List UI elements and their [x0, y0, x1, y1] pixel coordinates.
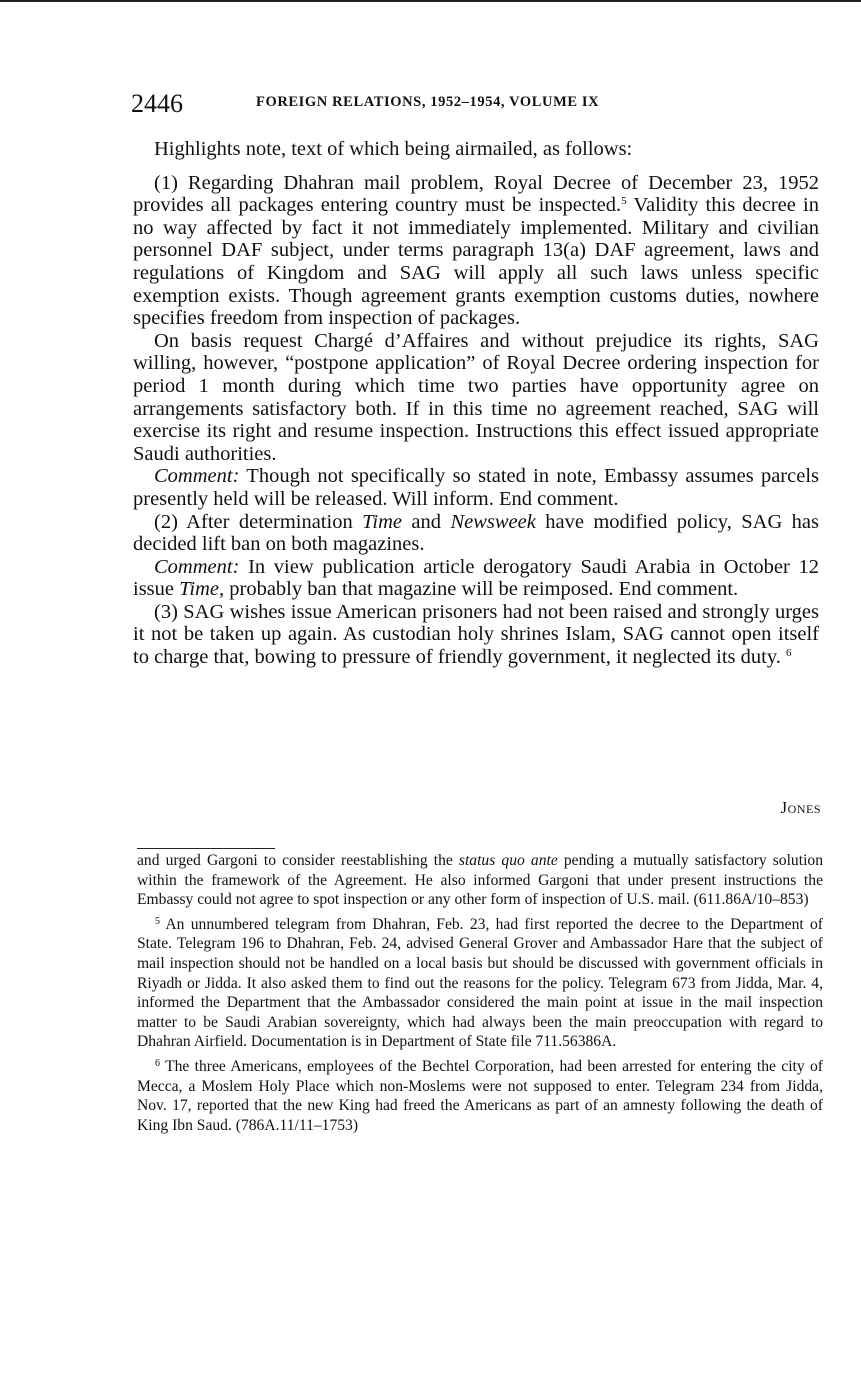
footnote-continuation: and urged Gargoni to consider reestablishing the status quo ante pending a mutually satisfactory solution within the framework of the Agreement. He also informed Gargoni that under present instructions the Embassy could not agree to spot inspection or any other form of inspection of U.S. mail. (611.86A/10–853) [137, 852, 823, 909]
footnote-5: $^5$ An unnumbered telegram from Dhahran, Feb. 23, had first reported the decree to the Department of State. Telegram 196 to Dhahran, Feb. 24, advised General Grover and Ambassador Hare that the subject of mail inspection should not be handled on a local basis but should be discussed with government officials in Riyadh or Jidda. It also asked them to find out the reasons for the policy. Telegram 673 from Jidda, Mar. 4, informed the Department that the Ambassador considered the main point at issue in the mail inspection matter to be Saudi Arabian sovereignty, which had always been the main preoccupation with regard to Dhahran Airfield. Documentation is in Department of State file 711.56386A. [137, 915, 823, 1051]
comment-label: Comment: [154, 555, 240, 578]
footnote-ref-5: 5 [621, 195, 627, 208]
page-header [131, 89, 821, 119]
paragraph-2: On basis request Chargé d’Affaires and without prejudice its rights, SAG willing, however, “postpone application” of Royal Decree ordering inspection for period 1 month during which time two parties have opportunity agree on arrangements satisfactory both. If in this time no agreement reached, SAG will exercise its right and resume inspection. Instructions this effect issued appropriate Saudi authorities. [133, 329, 819, 465]
footnote-rule [137, 848, 275, 849]
comment-label: Comment: [154, 465, 240, 488]
telegram-body [133, 138, 819, 669]
comment-2: Comment: In view publication article derogatory Saudi Arabia in October 12 issue Time, probably ban that magazine will be reimposed. End comment. [133, 555, 819, 601]
paragraph-1: (1) Regarding Dhahran mail problem, Royal Decree of December 23, 1952 provides all packages entering country must be inspected.$^5$ Validity this decree in no way affected by fact it not immediately implemented. Military and civilian personnel DAF subject, under terms paragraph 13(a) DAF agreement, laws and regulations of Kingdom and SAG will apply all such laws unless specific exemption exists. Though agreement grants exemption customs duties, nowhere specifies freedom from inspection of packages. [133, 171, 819, 330]
footnote-6: $^6$ The three Americans, employees of the Bechtel Corporation, had been arrested for entering the city of Mecca, a Moslem Holy Place which non-Moslems were not supposed to enter. Telegram 234 from Jidda, Nov. 17, reported that the new King had freed the Americans as part of an amnesty following the death of King Ibn Saud. (786A.11/11–1753) [137, 1057, 823, 1134]
page-number: 2446 [131, 89, 183, 118]
paragraph-3: (2) After determination Time and Newsweek have modified policy, SAG has decided lift ban on both magazines. [133, 510, 819, 556]
top-border [0, 0, 861, 2]
comment-1: Comment: Though not specifically so stated in note, Embassy assumes parcels presently held will be released. Will inform. End comment. [133, 465, 819, 510]
signature: Jones [780, 798, 821, 817]
intro-paragraph: Highlights note, text of which being airmailed, as follows: [154, 138, 633, 160]
footnotes [137, 851, 823, 1140]
paragraph-4: (3) SAG wishes issue American prisoners had not been raised and strongly urges it not be taken up again. As custodian holy shrines Islam, SAG cannot open itself to charge that, bowing to pressure of friendly government, it neglected its duty. $^6$ [133, 600, 819, 669]
footnote-ref-6: 6 [786, 647, 792, 660]
running-title: FOREIGN RELATIONS, 1952–1954, VOLUME IX [256, 94, 600, 110]
